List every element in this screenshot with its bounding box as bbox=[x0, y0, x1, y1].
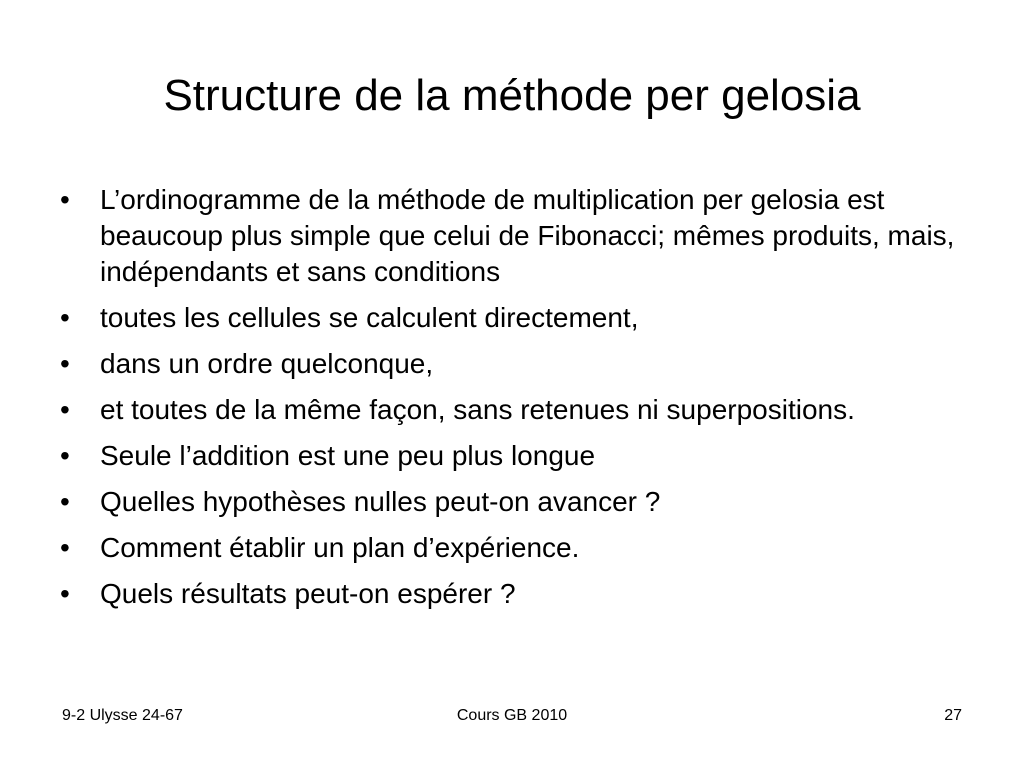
footer-left-text: 9-2 Ulysse 24-67 bbox=[62, 707, 183, 724]
bullet-item bbox=[60, 438, 980, 474]
footer-center-text: Cours GB 2010 bbox=[456, 707, 568, 724]
bullet-icon: • bbox=[60, 302, 70, 333]
bullet-text: Quels résultats peut-on espérer ? bbox=[100, 578, 516, 609]
bullet-text: L’ordinogramme de la méthode de multiplication per gelosia est beaucoup plus simple que celui de Fibonacci; mêmes produits, mais, indépendants et sans conditions bbox=[100, 184, 955, 287]
bullet-icon: • bbox=[60, 184, 70, 215]
bullet-text: dans un ordre quelconque, bbox=[100, 348, 434, 379]
slide-title: Structure de la méthode per gelosia bbox=[163, 71, 861, 120]
bullet-item bbox=[60, 530, 980, 566]
bullet-icon: • bbox=[60, 486, 70, 517]
bullet-item bbox=[60, 576, 980, 612]
bullet-text: et toutes de la même façon, sans retenues ni superpositions. bbox=[100, 394, 855, 425]
bullet-icon: • bbox=[60, 532, 70, 563]
bullet-item bbox=[60, 392, 980, 428]
bullet-icon: • bbox=[60, 440, 70, 471]
bullet-list bbox=[60, 182, 980, 622]
page-number: 27 bbox=[944, 707, 962, 724]
bullet-text: Quelles hypothèses nulles peut-on avancer ? bbox=[100, 486, 661, 517]
bullet-item bbox=[60, 182, 980, 290]
bullet-item bbox=[60, 484, 980, 520]
bullet-item bbox=[60, 346, 980, 382]
bullet-icon: • bbox=[60, 348, 70, 379]
bullet-text: Comment établir un plan d’expérience. bbox=[100, 532, 580, 563]
bullet-icon: • bbox=[60, 578, 70, 609]
bullet-text: toutes les cellules se calculent directement, bbox=[100, 302, 639, 333]
bullet-item bbox=[60, 300, 980, 336]
bullet-text: Seule l’addition est une peu plus longue bbox=[100, 440, 596, 471]
bullet-icon: • bbox=[60, 394, 70, 425]
